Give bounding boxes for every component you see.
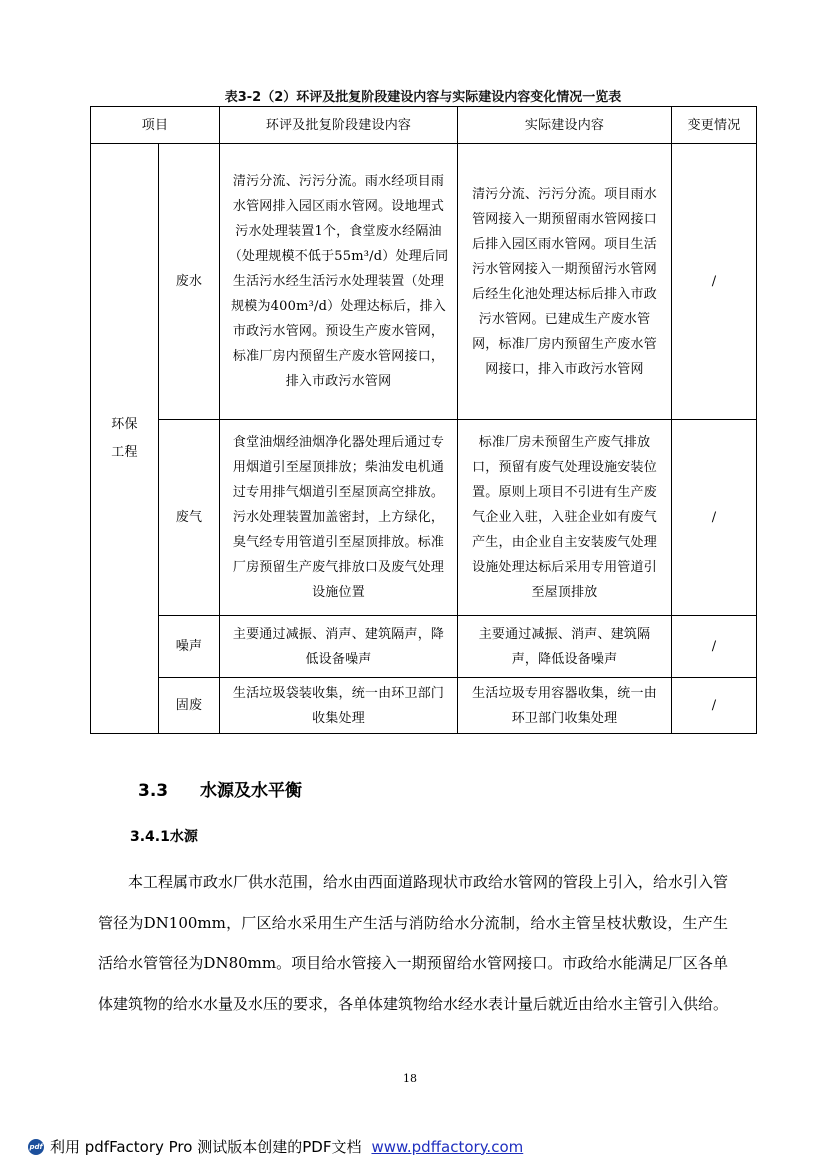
table-row [91, 616, 757, 678]
row-change: / [672, 616, 757, 678]
pdf-footer [28, 1136, 523, 1157]
table-row [91, 420, 757, 616]
row-item: 废水 [159, 144, 220, 420]
row-planned: 主要通过减振、消声、建筑隔声，降低设备噪声 [220, 616, 458, 678]
subsection-heading: 3.4.1水源 [130, 829, 198, 845]
row-change: / [672, 678, 757, 734]
row-change: / [672, 420, 757, 616]
page-number: 18 [403, 1072, 417, 1085]
section-title: 水源及水平衡 [200, 781, 302, 801]
row-actual: 生活垃圾专用容器收集，统一由环卫部门收集处理 [458, 678, 672, 734]
section-number: 3.3 [138, 781, 169, 801]
header-item: 项目 [91, 107, 220, 144]
footer-text: 利用 pdfFactory Pro 测试版本创建的PDF文档 [50, 1138, 362, 1156]
comparison-table [90, 106, 757, 734]
header-planned: 环评及批复阶段建设内容 [220, 107, 458, 144]
row-actual: 主要通过减振、消声、建筑隔声，降低设备噪声 [458, 616, 672, 678]
row-change: / [672, 144, 757, 420]
table-row [91, 144, 757, 420]
row-planned: 食堂油烟经油烟净化器处理后通过专用烟道引至屋顶排放；柴油发电机通过专用排气烟道引至屋顶高空排放。污水处理装置加盖密封，上方绿化，臭气经专用管道引至屋顶排放。标准厂房预留生产废气排放口及废气处理设施位置 [220, 420, 458, 616]
category-cell: 环保 工程 [91, 144, 159, 734]
table-row [91, 678, 757, 734]
footer-link[interactable]: www.pdffactory.com [371, 1137, 524, 1156]
table-header-row [91, 107, 757, 144]
row-planned: 生活垃圾袋装收集，统一由环卫部门收集处理 [220, 678, 458, 734]
table-caption: 表3-2（2）环评及批复阶段建设内容与实际建设内容变化情况一览表 [224, 90, 622, 105]
row-actual: 清污分流、污污分流。项目雨水管网接入一期预留雨水管网接口后排入园区雨水管网。项目生活污水管网接入一期预留污水管网后经生化池处理达标后排入市政污水管网。已建成生产废水管网，标准厂房内预留生产废水管网接口，排入市政污水管网 [458, 144, 672, 420]
row-item: 废气 [159, 420, 220, 616]
body-paragraph: 本工程属市政水厂供水范围，给水由西面道路现状市政给水管网的管段上引入，给水引入管管径为DN100mm，厂区给水采用生产生活与消防给水分流制，给水主管呈枝状敷设，生产生活给水管管径为DN80mm。项目给水管接入一期预留给水管网接口。市政给水能满足厂区各单体建筑物的给水水量及水压的要求，各单体建筑物给水经水表计量后就近由给水主管引入供给。 [98, 873, 729, 1013]
row-actual: 标准厂房未预留生产废气排放口，预留有废气处理设施安装位置。原则上项目不引进有生产废气企业入驻，入驻企业如有废气产生，由企业自主安装废气处理设施处理达标后采用专用管道引至屋顶排放 [458, 420, 672, 616]
row-item: 噪声 [159, 616, 220, 678]
pdffactory-logo-icon: pdf [28, 1139, 44, 1155]
header-change: 变更情况 [672, 107, 757, 144]
header-actual: 实际建设内容 [458, 107, 672, 144]
row-item: 固废 [159, 678, 220, 734]
row-planned: 清污分流、污污分流。雨水经项目雨水管网排入园区雨水管网。设地埋式污水处理装置1个，食堂废水经隔油（处理规模不低于55m³/d）处理后同生活污水经生活污水处理装置（处理规模为400m³/d）处理达标后，排入市政污水管网。预设生产废水管网，标准厂房内预留生产废水管网接口，排入市政污水管网 [220, 144, 458, 420]
section-heading [138, 776, 302, 801]
